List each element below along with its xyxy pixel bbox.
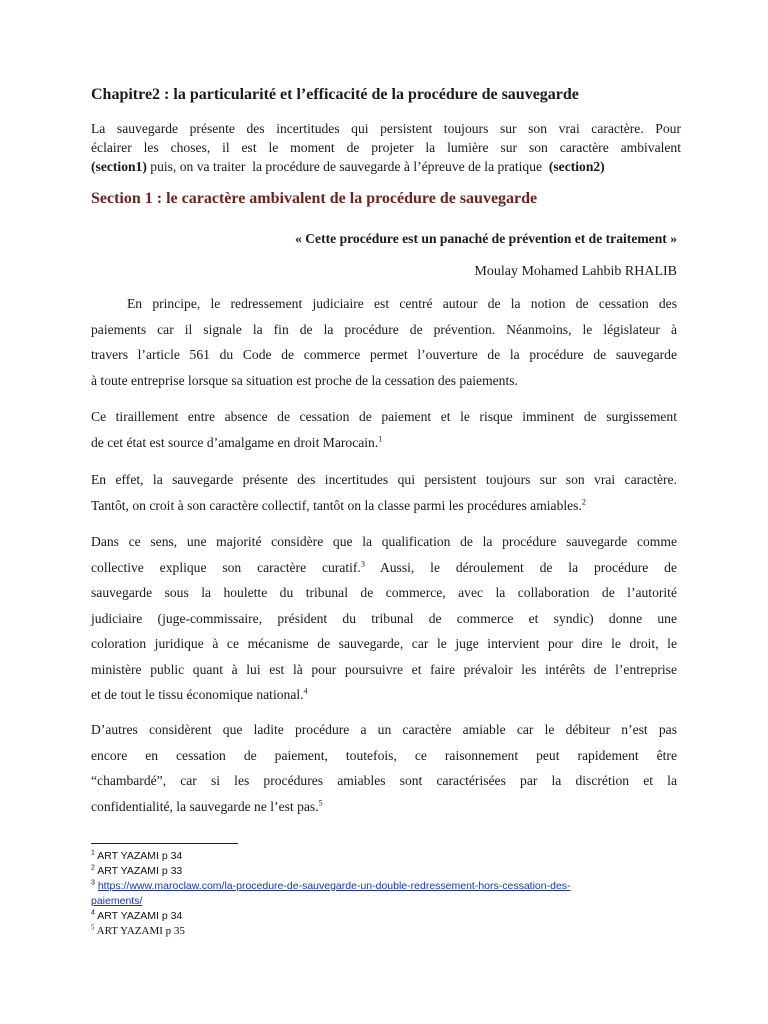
- intro-paragraph: [91, 119, 681, 176]
- paragraph-line: sauvegarde sous la houlette du tribunal de commerce, avec la collaboration de l’autorité: [91, 585, 677, 600]
- paragraph-text: collective explique son caractère curatif.: [91, 559, 361, 575]
- paragraph-line: [91, 682, 677, 708]
- footnote-text: ART YAZAMI p 34: [97, 850, 183, 862]
- paragraph-line: [91, 430, 677, 456]
- epigraph-author: Moulay Mohamed Lahbib RHALIB: [474, 264, 677, 279]
- paragraph-text: de cet état est source d’amalgame en droit Marocain.: [91, 434, 379, 450]
- footnote-ref[interactable]: 3: [360, 558, 365, 568]
- footnote: [91, 849, 677, 864]
- paragraph-text: confidentialité, la sauvegarde ne l’est pas.: [91, 798, 319, 814]
- footnote-text: ART YAZAMI p 35: [96, 925, 185, 937]
- footnotes: [91, 849, 677, 939]
- paragraph: [91, 291, 677, 393]
- footnote-number: 1: [91, 849, 95, 857]
- intro-text: puis, on va traiter la procédure de sauvegarde à l’épreuve de la pratique: [146, 159, 549, 174]
- paragraph-line: [91, 794, 677, 820]
- footnote-link[interactable]: paiements/: [91, 895, 143, 907]
- paragraph: [91, 717, 677, 819]
- paragraph-line: “chambardé”, car si les procédures amiables sont caractérisées par la discrétion et la: [91, 773, 677, 788]
- paragraph-line: judiciaire (juge-commissaire, président du tribunal de commerce et syndic) donne une: [91, 610, 677, 626]
- footnote-ref[interactable]: 2: [581, 496, 586, 506]
- paragraph-line: ministère public quant à lui est là pour poursuivre et faire prévaloir les intérêts de l’entreprise: [91, 661, 677, 677]
- footnote-number: 4: [91, 909, 95, 917]
- paragraph-text: et de tout le tissu économique national.: [91, 687, 304, 702]
- footnote: [91, 879, 677, 894]
- paragraph-text: Aussi, le déroulement de la procédure de: [364, 559, 677, 575]
- section2-ref: (section2): [548, 159, 605, 174]
- footnote-ref[interactable]: 1: [378, 433, 383, 443]
- footnote: [91, 924, 677, 939]
- footnote: [91, 894, 677, 909]
- footnote-number: 5: [91, 923, 95, 932]
- paragraph-line: Ce tiraillement entre absence de cessation de paiement et le risque imminent de surgissement: [91, 409, 677, 424]
- section1-ref: (section1): [91, 159, 147, 174]
- section-title: Section 1 : le caractère ambivalent de la procédure de sauvegarde: [91, 190, 538, 207]
- footnote-link[interactable]: https://www.maroclaw.com/la-procedure-de-sauvegarde-un-double-redressement-hors-cessation-des-: [97, 880, 571, 892]
- paragraph-line: [91, 493, 677, 519]
- paragraph-line: Dans ce sens, une majorité considère que la qualification de la procédure sauvegarde comme: [91, 534, 677, 549]
- paragraph-line: D’autres considèrent que ladite procédure a un caractère amiable car le débiteur n’est pas: [91, 722, 677, 737]
- paragraph-line: En effet, la sauvegarde présente des incertitudes qui persistent toujours sur son vrai caractère.: [91, 472, 677, 487]
- paragraph-line: [91, 555, 677, 581]
- paragraph-line: paiements car il signale la fin de la procédure de prévention. Néanmoins, le législateur à: [91, 321, 677, 337]
- footnote-ref[interactable]: 5: [318, 797, 323, 807]
- intro-line: éclairer les choses, il est le moment de projeter la lumière sur son caractère ambivalent: [91, 140, 681, 155]
- paragraph-text: Tantôt, on croit à son caractère collectif, tantôt on la classe parmi les procédures amiables.: [91, 497, 582, 513]
- paragraph-line: encore en cessation de paiement, toutefois, ce raisonnement peut rapidement être: [91, 747, 677, 763]
- footnote-number: 3: [91, 879, 95, 887]
- paragraph: [91, 404, 677, 455]
- paragraph: [91, 467, 677, 518]
- intro-line: [91, 157, 681, 176]
- intro-line: La sauvegarde présente des incertitudes qui persistent toujours sur son vrai caractère. Pour: [91, 121, 681, 136]
- epigraph-quote: « Cette procédure est un panaché de prévention et de traitement »: [295, 231, 677, 246]
- paragraph-line: travers l’article 561 du Code de commerce permet l’ouverture de la procédure de sauvegarde: [91, 347, 677, 362]
- footnote: [91, 864, 677, 879]
- footnote-separator: [91, 843, 238, 844]
- paragraph: [91, 529, 677, 708]
- paragraph-line: coloration juridique à ce mécanisme de sauvegarde, car le juge intervient pour dire le droit, le: [91, 636, 677, 651]
- paragraph-line: En principe, le redressement judiciaire est centré autour de la notion de cessation des: [127, 296, 677, 311]
- paragraph-line: à toute entreprise lorsque sa situation est proche de la cessation des paiements.: [91, 372, 518, 388]
- footnote-number: 2: [91, 864, 95, 872]
- footnote-text: ART YAZAMI p 34: [97, 910, 183, 922]
- footnote-text: ART YAZAMI p 33: [97, 865, 183, 877]
- footnote-ref[interactable]: 4: [303, 686, 308, 696]
- chapter-title: Chapitre2 : la particularité et l’efficacité de la procédure de sauvegarde: [91, 86, 579, 103]
- footnote: [91, 909, 677, 924]
